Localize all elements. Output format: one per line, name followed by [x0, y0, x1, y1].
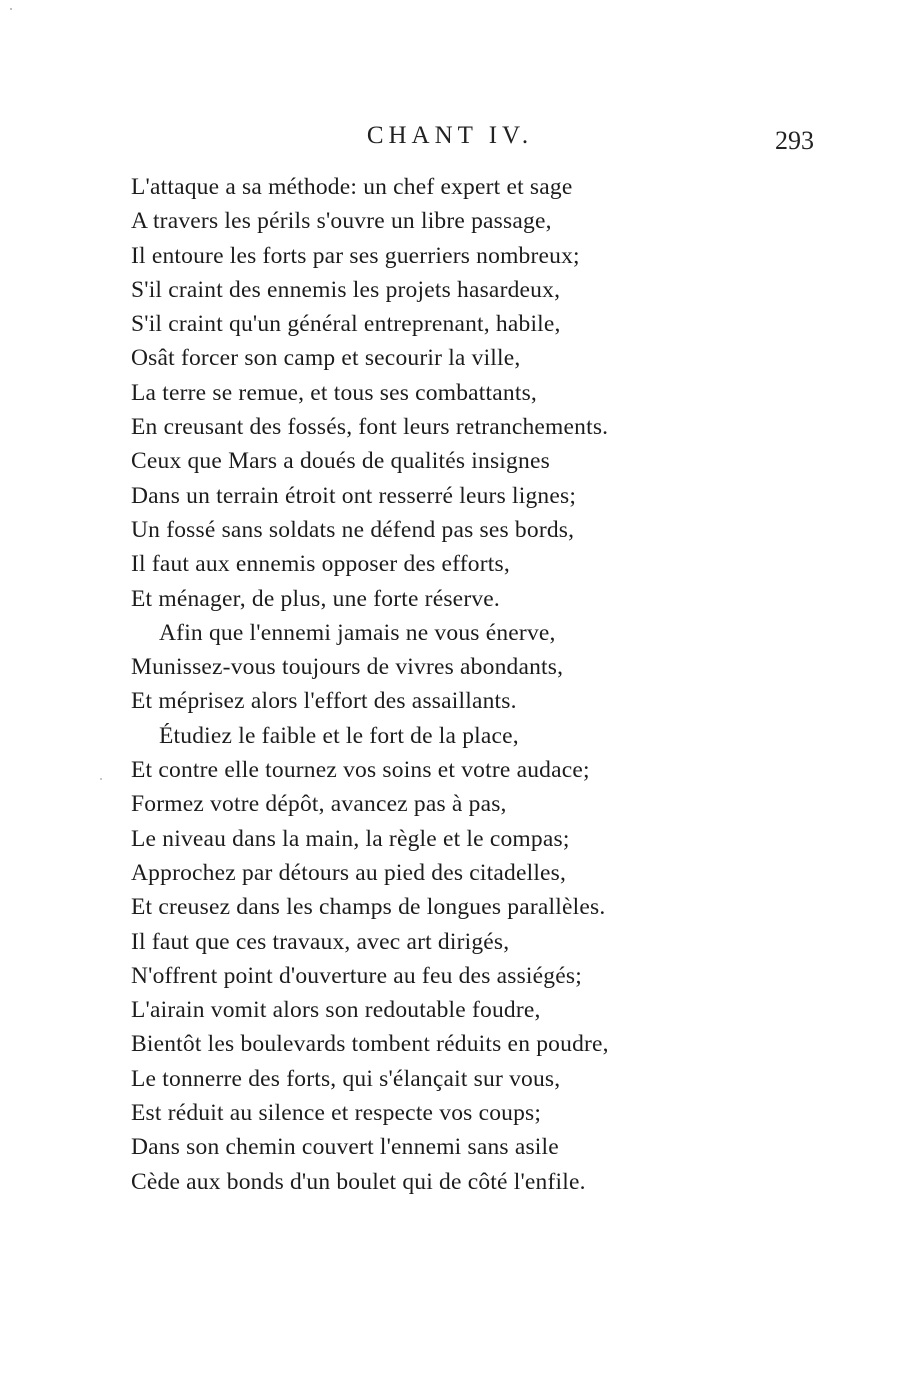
poem-line: Il faut que ces travaux, avec art dirigés, — [131, 928, 510, 955]
poem-line: Afin que l'ennemi jamais ne vous énerve, — [159, 619, 556, 646]
poem-line: Formez votre dépôt, avancez pas à pas, — [131, 791, 507, 818]
poem-line: Et contre elle tournez vos soins et votre audace; — [131, 757, 590, 784]
poem-line: Bientôt les boulevards tombent réduits en poudre, — [131, 1031, 609, 1058]
poem-line: Il entoure les forts par ses guerriers nombreux; — [131, 242, 580, 269]
poem-line: Osât forcer son camp et secourir la ville, — [131, 345, 521, 372]
poem-line: Dans un terrain étroit ont resserré leurs lignes; — [131, 482, 577, 509]
corner-speck — [10, 8, 12, 10]
poem-line: Le tonnerre des forts, qui s'élançait sur vous, — [131, 1065, 561, 1092]
poem-line: Un fossé sans soldats ne défend pas ses bords, — [131, 516, 575, 543]
poem-line: Le niveau dans la main, la règle et le compas; — [131, 825, 570, 852]
page-number: 293 — [775, 126, 814, 155]
poem-line: En creusant des fossés, font leurs retranchements. — [131, 414, 609, 441]
poem-line: Est réduit au silence et respecte vos coups; — [131, 1100, 542, 1127]
poem-line: Étudiez le faible et le fort de la place, — [159, 722, 519, 749]
poem-line: S'il craint qu'un général entreprenant, habile, — [131, 311, 561, 338]
poem-line: La terre se remue, et tous ses combattants, — [131, 379, 537, 406]
poem-line: Cède aux bonds d'un boulet qui de côté l'enfile. — [131, 1168, 586, 1195]
chapter-title: CHANT IV. — [366, 122, 534, 149]
poem-text — [131, 170, 609, 1199]
poem-line: S'il craint des ennemis les projets hasardeux, — [131, 276, 561, 303]
margin-speck — [100, 778, 102, 780]
poem-line: L'attaque a sa méthode: un chef expert et sage — [131, 174, 573, 200]
poem-line: N'offrent point d'ouverture au feu des assiégés; — [131, 962, 582, 989]
poem-line: Et méprisez alors l'effort des assaillants. — [131, 688, 517, 715]
poem-line: Dans son chemin couvert l'ennemi sans asile — [131, 1134, 559, 1161]
poem-line: A travers les périls s'ouvre un libre passage, — [131, 208, 552, 235]
poem-line: Et creusez dans les champs de longues parallèles. — [131, 894, 606, 921]
poem-line: Approchez par détours au pied des citadelles, — [131, 859, 567, 886]
poem-line: L'airain vomit alors son redoutable foudre, — [131, 997, 541, 1024]
poem-line: Il faut aux ennemis opposer des efforts, — [131, 551, 510, 578]
poem-line: Ceux que Mars a doués de qualités insignes — [131, 448, 550, 475]
poem-line: Munissez-vous toujours de vivres abondants, — [131, 654, 564, 681]
poem-line: Et ménager, de plus, une forte réserve. — [131, 585, 500, 612]
